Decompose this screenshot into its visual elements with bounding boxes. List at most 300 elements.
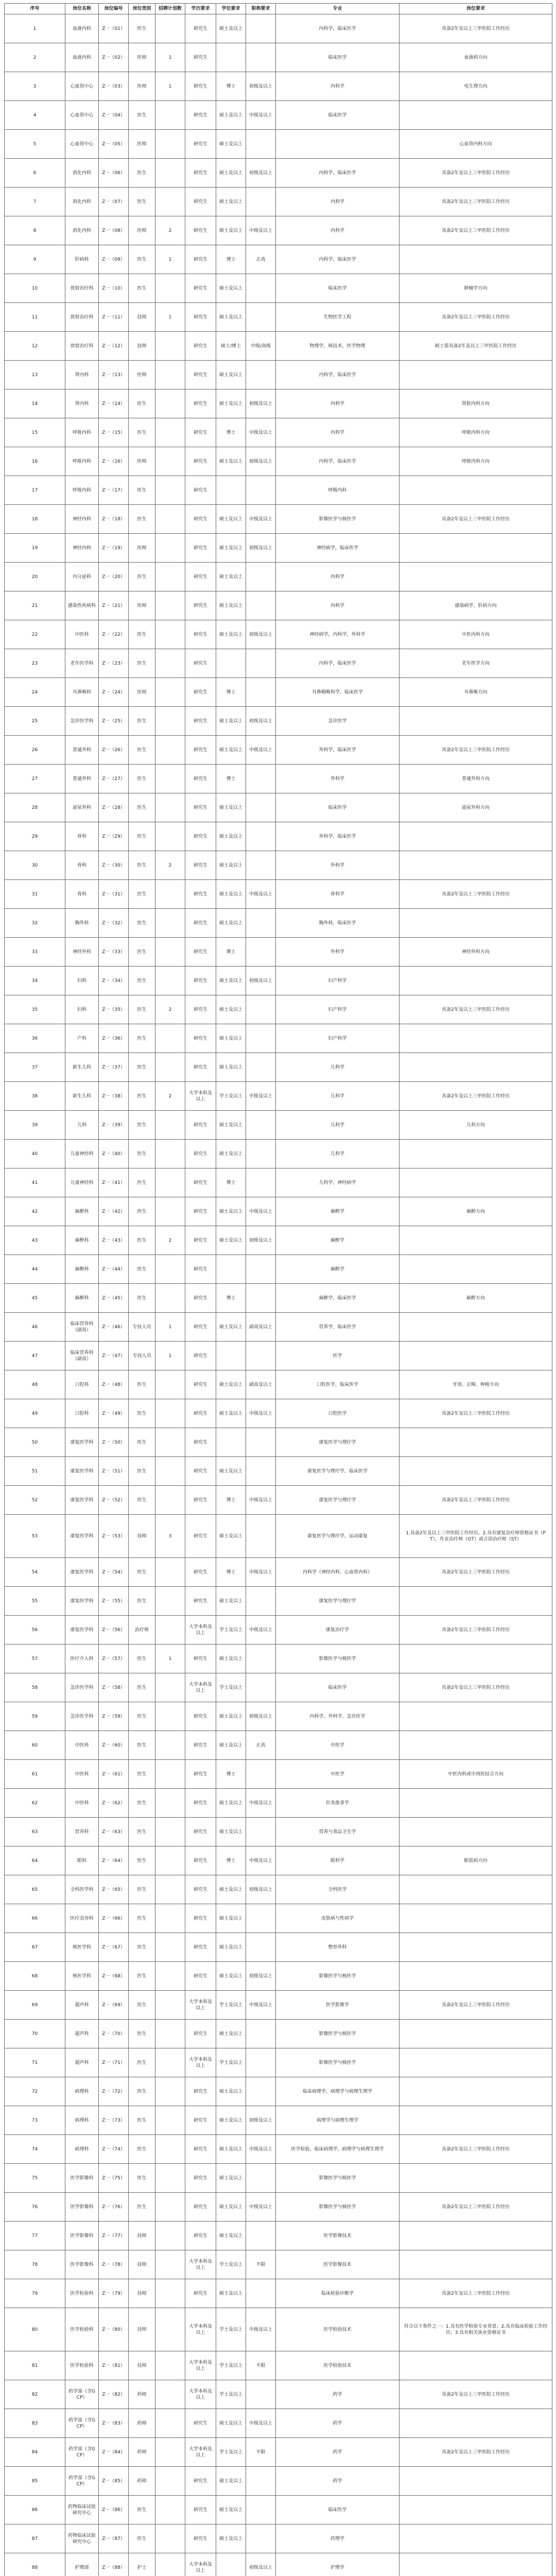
title-cell: 初级及以上 <box>246 389 276 418</box>
serial-cell: 42 <box>5 1197 65 1226</box>
requirement-cell <box>399 967 552 995</box>
serial-cell: 14 <box>5 389 65 418</box>
major-cell: 全科医学 <box>276 1875 399 1904</box>
serial-cell: 55 <box>5 1587 65 1616</box>
position-code-cell: Z一（62） <box>99 1789 129 1818</box>
plan-count-cell <box>155 1111 185 1140</box>
degree-cell: 硕士及以上 <box>216 188 246 216</box>
table-row <box>5 188 552 216</box>
plan-count-cell <box>155 591 185 620</box>
degree-cell <box>216 649 246 678</box>
plan-count-cell <box>155 2496 185 2524</box>
position-name-cell: 病理科 <box>65 2077 99 2106</box>
position-code-cell: Z一（27） <box>99 765 129 793</box>
serial-cell: 41 <box>5 1168 65 1197</box>
major-cell: 康复医学与理疗学 <box>276 1428 399 1457</box>
title-cell: 中级及以上 <box>246 736 276 765</box>
plan-count-cell <box>155 1255 185 1284</box>
education-cell: 研究生 <box>185 1370 216 1399</box>
requirement-cell: 呼吸内科方向 <box>399 447 552 476</box>
plan-count-cell <box>155 1428 185 1457</box>
serial-cell: 18 <box>5 505 65 534</box>
position-name-cell: 病理科 <box>65 2135 99 2164</box>
education-cell: 研究生 <box>185 2020 216 2048</box>
plan-count-cell: 2 <box>155 995 185 1024</box>
position-name-cell: 医学影像科 <box>65 2250 99 2279</box>
serial-cell: 62 <box>5 1789 65 1818</box>
serial-cell: 22 <box>5 620 65 649</box>
title-cell: 中级及以上 <box>246 2409 276 2438</box>
title-cell: 不限 <box>246 2438 276 2467</box>
category-cell: 医生 <box>129 1486 155 1515</box>
plan-count-cell <box>155 447 185 476</box>
education-cell: 研究生 <box>185 1284 216 1313</box>
table-row <box>5 1342 552 1370</box>
plan-count-cell <box>155 2135 185 2164</box>
position-code-cell: Z一（66） <box>99 1904 129 1933</box>
education-cell: 研究生 <box>185 1515 216 1558</box>
category-cell: 医生 <box>129 2524 155 2553</box>
education-cell: 研究生 <box>185 361 216 389</box>
position-name-cell: 康复医学科 <box>65 1428 99 1457</box>
serial-cell: 7 <box>5 188 65 216</box>
position-code-cell: Z一（31） <box>99 880 129 909</box>
degree-cell: 博士 <box>216 418 246 447</box>
plan-count-cell <box>155 2279 185 2308</box>
requirement-cell: 肾脏内科方向 <box>399 389 552 418</box>
table-row <box>5 909 552 938</box>
requirement-cell <box>399 2524 552 2553</box>
title-cell <box>246 1457 276 1486</box>
requirement-cell: 具备2年及以上三甲医院工作经历 <box>399 14 552 43</box>
category-cell: 医生 <box>129 1140 155 1168</box>
requirement-cell: 耳鼻喉方向 <box>399 678 552 707</box>
degree-cell: 硕士及以上 <box>216 1515 246 1558</box>
title-cell: 中级及以上 <box>246 1846 276 1875</box>
column-header: 序号 <box>5 4 65 14</box>
degree-cell: 学士及以上 <box>216 2438 246 2467</box>
position-name-cell: 心血管中心 <box>65 72 99 101</box>
major-cell: 药学 <box>276 2380 399 2409</box>
requirement-cell <box>399 1818 552 1846</box>
category-cell: 医师 <box>129 216 155 245</box>
table-row <box>5 2106 552 2135</box>
category-cell: 医生 <box>129 938 155 967</box>
position-code-cell: Z一（04） <box>99 101 129 130</box>
requirement-cell <box>399 1962 552 1991</box>
category-cell: 医生 <box>129 707 155 736</box>
major-cell: 外科学，临床医学 <box>276 822 399 851</box>
title-cell: 中级及以上 <box>246 505 276 534</box>
table-row <box>5 418 552 447</box>
serial-cell: 10 <box>5 274 65 303</box>
table-row <box>5 101 552 130</box>
position-code-cell: Z一（20） <box>99 563 129 591</box>
plan-count-cell <box>155 2020 185 2048</box>
plan-count-cell <box>155 822 185 851</box>
education-cell: 研究生 <box>185 1760 216 1789</box>
title-cell: 副高及以上 <box>246 1313 276 1342</box>
degree-cell: 硕士及以上 <box>216 101 246 130</box>
serial-cell: 12 <box>5 332 65 361</box>
degree-cell: 学士及以上 <box>216 1616 246 1645</box>
title-cell <box>246 1818 276 1846</box>
serial-cell: 68 <box>5 1962 65 1991</box>
position-code-cell: Z一（71） <box>99 2048 129 2077</box>
position-code-cell: Z一（51） <box>99 1457 129 1486</box>
serial-cell: 25 <box>5 707 65 736</box>
position-name-cell: 医学检验科 <box>65 2279 99 2308</box>
education-cell: 研究生 <box>185 2467 216 2496</box>
major-cell: 妇产科学 <box>276 967 399 995</box>
title-cell: 初级及以上 <box>246 1875 276 1904</box>
position-code-cell: Z一（61） <box>99 1760 129 1789</box>
position-code-cell: Z一（32） <box>99 909 129 938</box>
category-cell: 医生 <box>129 1111 155 1140</box>
category-cell: 治疗师 <box>129 1616 155 1645</box>
table-row <box>5 447 552 476</box>
degree-cell: 硕士及以上 <box>216 534 246 563</box>
category-cell: 医生 <box>129 1702 155 1731</box>
table-row <box>5 1515 552 1558</box>
position-code-cell: Z一（33） <box>99 938 129 967</box>
recruitment-table <box>4 3 552 2576</box>
degree-cell: 学士及以上 <box>216 2250 246 2279</box>
plan-count-cell <box>155 1904 185 1933</box>
serial-cell: 31 <box>5 880 65 909</box>
major-cell: 内科学 <box>276 418 399 447</box>
position-name-cell: 医学检验科 <box>65 2351 99 2380</box>
major-cell: 内科学，临床医学 <box>276 361 399 389</box>
degree-cell: 硕士及以上 <box>216 216 246 245</box>
requirement-cell <box>399 2020 552 2048</box>
table-row <box>5 1284 552 1313</box>
position-code-cell: Z一（52） <box>99 1486 129 1515</box>
position-code-cell: Z一（84） <box>99 2438 129 2467</box>
position-name-cell: 血液内科 <box>65 14 99 43</box>
education-cell: 研究生 <box>185 765 216 793</box>
plan-count-cell <box>155 2077 185 2106</box>
plan-count-cell <box>155 909 185 938</box>
education-cell: 研究生 <box>185 505 216 534</box>
position-name-cell: 康复医学科 <box>65 1616 99 1645</box>
position-name-cell: 肾内科 <box>65 389 99 418</box>
position-name-cell: 妇科 <box>65 967 99 995</box>
education-cell: 研究生 <box>185 1197 216 1226</box>
position-code-cell: Z一（58） <box>99 1673 129 1702</box>
major-cell: 生物医学工程 <box>276 303 399 332</box>
title-cell <box>246 851 276 880</box>
column-header: 学位要求 <box>216 4 246 14</box>
serial-cell: 38 <box>5 1082 65 1111</box>
title-cell <box>246 2164 276 2193</box>
education-cell: 研究生 <box>185 678 216 707</box>
degree-cell: 硕士及以上 <box>216 822 246 851</box>
table-row <box>5 1904 552 1933</box>
title-cell: 副高及以上 <box>246 1370 276 1399</box>
requirement-cell <box>399 2106 552 2135</box>
major-cell: 影像医学与核医学 <box>276 505 399 534</box>
category-cell: 医生 <box>129 1428 155 1457</box>
category-cell: 技师 <box>129 1515 155 1558</box>
title-cell: 中级/高级 <box>246 332 276 361</box>
title-cell <box>246 1342 276 1370</box>
serial-cell: 75 <box>5 2164 65 2193</box>
serial-cell: 59 <box>5 1702 65 1731</box>
category-cell: 技师 <box>129 2308 155 2351</box>
education-cell: 研究生 <box>185 1558 216 1587</box>
education-cell: 研究生 <box>185 1053 216 1082</box>
degree-cell: 硕士及以上 <box>216 1313 246 1342</box>
education-cell: 研究生 <box>185 188 216 216</box>
position-name-cell: 骨科 <box>65 880 99 909</box>
degree-cell <box>216 1428 246 1457</box>
degree-cell: 学士及以上 <box>216 2308 246 2351</box>
position-name-cell: 药学部（含GCP） <box>65 2438 99 2467</box>
requirement-cell <box>399 1140 552 1168</box>
serial-cell: 33 <box>5 938 65 967</box>
position-code-cell: Z一（17） <box>99 476 129 505</box>
position-code-cell: Z一（77） <box>99 2222 129 2250</box>
major-cell: 神经病学，临床医学 <box>276 534 399 563</box>
table-row <box>5 534 552 563</box>
serial-cell: 35 <box>5 995 65 1024</box>
major-cell <box>276 130 399 159</box>
position-code-cell: Z一（80） <box>99 2308 129 2351</box>
table-row <box>5 159 552 188</box>
table-row <box>5 1962 552 1991</box>
degree-cell: 博士 <box>216 678 246 707</box>
title-cell: 初级及以上 <box>246 1226 276 1255</box>
position-name-cell: 药物临床试验研究中心 <box>65 2524 99 2553</box>
degree-cell: 学士及以上 <box>216 1673 246 1702</box>
plan-count-cell <box>155 1140 185 1168</box>
requirement-cell <box>399 1731 552 1760</box>
position-name-cell: 临床营养科（副高） <box>65 1313 99 1342</box>
position-name-cell: 消化内科 <box>65 188 99 216</box>
position-code-cell: Z一（06） <box>99 159 129 188</box>
degree-cell: 硕士及以上 <box>216 159 246 188</box>
category-cell: 医生 <box>129 909 155 938</box>
education-cell: 研究生 <box>185 1962 216 1991</box>
requirement-cell <box>399 2250 552 2279</box>
education-cell: 研究生 <box>185 1789 216 1818</box>
major-cell: 物理学，核技术，医学物理 <box>276 332 399 361</box>
title-cell: 中级及以上 <box>246 1789 276 1818</box>
category-cell: 医生 <box>129 2048 155 2077</box>
title-cell: 初级及以上 <box>246 534 276 563</box>
plan-count-cell <box>155 707 185 736</box>
category-cell: 药师 <box>129 2438 155 2467</box>
category-cell: 医生 <box>129 1673 155 1702</box>
major-cell: 内科学 <box>276 72 399 101</box>
table-row <box>5 1645 552 1673</box>
table-row <box>5 1558 552 1587</box>
position-name-cell: 普通外科 <box>65 736 99 765</box>
position-name-cell: 呼吸内科 <box>65 418 99 447</box>
requirement-cell: 儿科方向 <box>399 1111 552 1140</box>
major-cell: 临床医学 <box>276 274 399 303</box>
major-cell: 医学 <box>276 1342 399 1370</box>
degree-cell: 硕士及以上 <box>216 736 246 765</box>
degree-cell: 硕士及以上 <box>216 851 246 880</box>
plan-count-cell <box>155 1024 185 1053</box>
plan-count-cell <box>155 389 185 418</box>
position-name-cell: 急诊医学科 <box>65 1702 99 1731</box>
title-cell <box>246 2496 276 2524</box>
degree-cell: 硕士及以上 <box>216 2135 246 2164</box>
degree-cell: 硕士及以上 <box>216 1962 246 1991</box>
table-row <box>5 1197 552 1226</box>
position-name-cell: 神经外科 <box>65 938 99 967</box>
degree-cell: 硕士及以上 <box>216 1024 246 1053</box>
requirement-cell <box>399 2553 552 2576</box>
position-name-cell: 康复医学科 <box>65 1486 99 1515</box>
category-cell: 技师 <box>129 2351 155 2380</box>
education-cell: 研究生 <box>185 1226 216 1255</box>
serial-cell: 70 <box>5 2020 65 2048</box>
category-cell: 医师 <box>129 534 155 563</box>
position-code-cell: Z一（88） <box>99 2553 129 2576</box>
degree-cell: 硕士及以上 <box>216 591 246 620</box>
plan-count-cell <box>155 2380 185 2409</box>
degree-cell: 硕士及以上 <box>216 361 246 389</box>
column-header: 学历要求 <box>185 4 216 14</box>
requirement-cell <box>399 563 552 591</box>
serial-cell: 49 <box>5 1399 65 1428</box>
degree-cell: 硕士及以上 <box>216 1731 246 1760</box>
requirement-cell: 电生理方向 <box>399 72 552 101</box>
table-row <box>5 1789 552 1818</box>
category-cell: 医生 <box>129 14 155 43</box>
position-code-cell: Z一（47） <box>99 1342 129 1370</box>
plan-count-cell <box>155 1284 185 1313</box>
serial-cell: 87 <box>5 2524 65 2553</box>
requirement-cell <box>399 1933 552 1962</box>
category-cell: 药师 <box>129 2380 155 2409</box>
requirement-cell <box>399 1342 552 1370</box>
education-cell: 大学本科及以上 <box>185 2553 216 2576</box>
position-name-cell: 放射治疗科 <box>65 332 99 361</box>
education-cell: 研究生 <box>185 245 216 274</box>
position-name-cell: 中医科 <box>65 1789 99 1818</box>
position-code-cell: Z一（15） <box>99 418 129 447</box>
position-name-cell: 药学部（含GCP） <box>65 2380 99 2409</box>
position-code-cell: Z一（07） <box>99 188 129 216</box>
education-cell: 研究生 <box>185 620 216 649</box>
requirement-cell <box>399 851 552 880</box>
serial-cell: 26 <box>5 736 65 765</box>
education-cell: 研究生 <box>185 332 216 361</box>
serial-cell: 73 <box>5 2106 65 2135</box>
education-cell: 研究生 <box>185 707 216 736</box>
education-cell: 研究生 <box>185 389 216 418</box>
serial-cell: 17 <box>5 476 65 505</box>
education-cell: 研究生 <box>185 2279 216 2308</box>
table-row <box>5 2380 552 2409</box>
major-cell: 内科学，外科学，急诊医学 <box>276 1702 399 1731</box>
position-name-cell: 超声科 <box>65 1991 99 2020</box>
category-cell: 医生 <box>129 1053 155 1082</box>
plan-count-cell <box>155 2351 185 2380</box>
serial-cell: 61 <box>5 1760 65 1789</box>
degree-cell: 硕士及以上 <box>216 2077 246 2106</box>
position-name-cell: 超声科 <box>65 2020 99 2048</box>
category-cell: 护士 <box>129 2553 155 2576</box>
title-cell <box>246 1515 276 1558</box>
title-cell: 中级及以上 <box>246 1991 276 2020</box>
table-row <box>5 967 552 995</box>
position-name-cell: 妇科 <box>65 995 99 1024</box>
table-row <box>5 1486 552 1515</box>
table-row <box>5 2077 552 2106</box>
serial-cell: 15 <box>5 418 65 447</box>
plan-count-cell <box>155 130 185 159</box>
major-cell: 影像医学与核医学 <box>276 1645 399 1673</box>
plan-count-cell <box>155 1702 185 1731</box>
plan-count-cell: 1 <box>155 1313 185 1342</box>
title-cell: 初级及以上 <box>246 159 276 188</box>
education-cell: 研究生 <box>185 2222 216 2250</box>
major-cell: 外科学 <box>276 851 399 880</box>
category-cell: 医生 <box>129 1024 155 1053</box>
serial-cell: 2 <box>5 43 65 72</box>
degree-cell: 硕士及以上 <box>216 909 246 938</box>
table-row <box>5 1111 552 1140</box>
position-name-cell: 心血管中心 <box>65 101 99 130</box>
education-cell: 研究生 <box>185 159 216 188</box>
table-row <box>5 2135 552 2164</box>
title-cell: 中级及以上 <box>246 2308 276 2351</box>
position-code-cell: Z一（21） <box>99 591 129 620</box>
category-cell: 医师 <box>129 72 155 101</box>
education-cell: 研究生 <box>185 476 216 505</box>
education-cell: 研究生 <box>185 1702 216 1731</box>
requirement-cell <box>399 707 552 736</box>
position-code-cell: Z一（83） <box>99 2409 129 2438</box>
education-cell: 研究生 <box>185 2164 216 2193</box>
education-cell: 研究生 <box>185 880 216 909</box>
requirement-cell: 普通外科方向 <box>399 765 552 793</box>
position-name-cell: 康复医学科 <box>65 1587 99 1616</box>
degree-cell: 硕士/博士 <box>216 332 246 361</box>
requirement-cell: 具备2年及以上三甲医院工作经历 <box>399 1082 552 1111</box>
major-cell: 内科学（神经内科、心血管内科） <box>276 1558 399 1587</box>
position-code-cell: Z一（19） <box>99 534 129 563</box>
title-cell: 正高 <box>246 1731 276 1760</box>
position-code-cell: Z一（79） <box>99 2279 129 2308</box>
category-cell: 医生 <box>129 1731 155 1760</box>
title-cell <box>246 1645 276 1673</box>
position-name-cell: 康复医学科 <box>65 1515 99 1558</box>
plan-count-cell <box>155 2106 185 2135</box>
plan-count-cell <box>155 332 185 361</box>
position-code-cell: Z一（68） <box>99 1962 129 1991</box>
table-body <box>5 14 552 2576</box>
education-cell: 研究生 <box>185 967 216 995</box>
title-cell <box>246 476 276 505</box>
degree-cell: 硕士及以上 <box>216 1645 246 1673</box>
plan-count-cell <box>155 1875 185 1904</box>
table-row <box>5 1140 552 1168</box>
major-cell: 药学 <box>276 2438 399 2467</box>
table-row <box>5 1399 552 1428</box>
column-header: 岗位名称 <box>65 4 99 14</box>
position-code-cell: Z一（16） <box>99 447 129 476</box>
plan-count-cell <box>155 1053 185 1082</box>
degree-cell: 硕士及以上 <box>216 707 246 736</box>
table-row <box>5 707 552 736</box>
